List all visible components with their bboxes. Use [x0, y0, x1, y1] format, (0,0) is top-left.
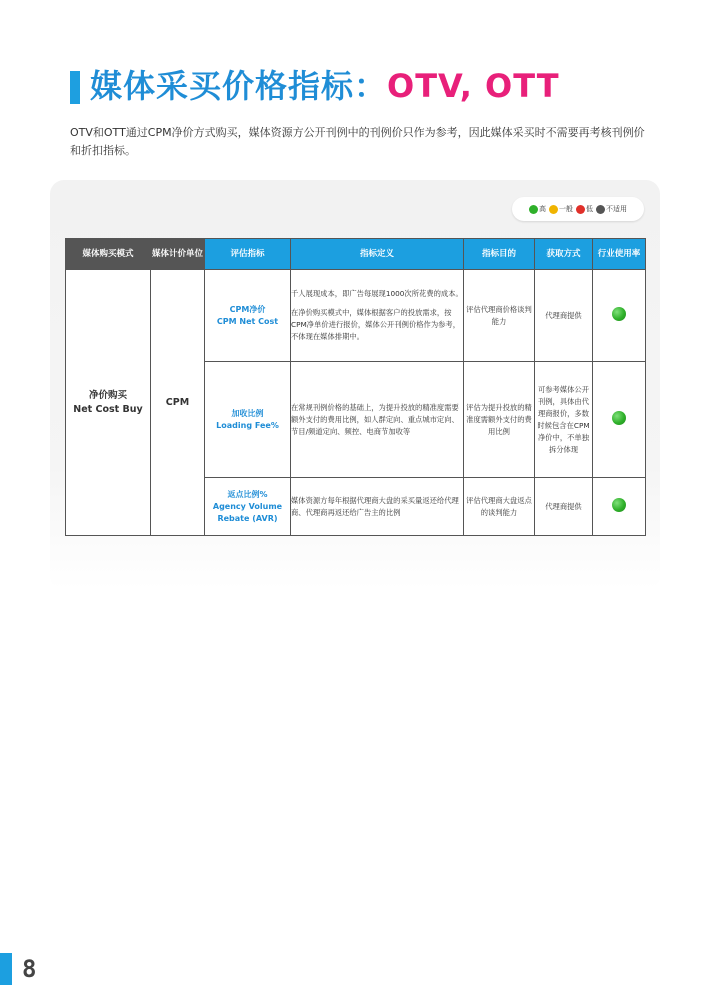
mode-en: Net Cost Buy [73, 403, 143, 415]
metric-en: Agency Volume Rebate (AVR) [212, 501, 283, 523]
usage-cell [593, 478, 646, 536]
definition-cell [291, 362, 464, 478]
green-dot-icon [529, 205, 538, 214]
definition-text: 媒体资源方每年根据代理商大盘的采买量返还给代理商、代理商再返还给广告主的比例 [291, 495, 459, 517]
metric-cell [205, 478, 291, 536]
legend-item-low [576, 204, 593, 214]
definition-text: 千人展现成本，即广告每展现1000次所花费的成本。 [291, 289, 463, 298]
table-header-row [66, 239, 646, 270]
usage-high-dot-icon [612, 307, 626, 321]
source-cell: 可参考媒体公开刊例，具体由代理商报价，多数时候包含在CPM净价中，不单独拆分体现 [535, 362, 593, 478]
metric-cell [205, 270, 291, 362]
metric-cell [205, 362, 291, 478]
title-accent-bar [70, 71, 80, 104]
legend-label: 高 [539, 205, 546, 213]
page-title-cn: 媒体采买价格指标： [90, 67, 388, 105]
legend-item-high [529, 204, 546, 214]
legend-item-medium [549, 204, 573, 214]
intro-paragraph: OTV和OTT通过CPM净价方式购买，媒体资源方公开刊例中的刊例价只作为参考，因此媒体采买时不需要再考核刊例价和折扣指标。 [70, 126, 645, 157]
unit-cell: CPM [151, 270, 205, 536]
definition-cell [291, 478, 464, 536]
definition-text: 在净价购买模式中，媒体根据客户的投放需求，按CPM净单价进行报价，媒体公开刊例价格作为参考，不体现在媒体排期中。 [291, 308, 461, 341]
legend-label: 一般 [559, 205, 573, 213]
mode-cell [66, 270, 151, 536]
definition-text: 在常规刊例价格的基础上，为提升投放的精准度需要额外支付的费用比例，如人群定向、重点城市定向、节目/频道定向、频控、电商节加收等 [291, 402, 459, 436]
metric-cn: CPM净价 [229, 304, 266, 314]
header-mode: 媒体购买模式 [66, 239, 151, 270]
goal-cell: 评估代理商价格谈判能力 [464, 270, 535, 362]
header-source: 获取方式 [535, 239, 593, 270]
header-metric: 评估指标 [205, 239, 291, 270]
metric-cn: 返点比例% [227, 489, 268, 499]
source-cell: 代理商提供 [535, 478, 593, 536]
page-title-en: OTV, OTT [387, 67, 560, 105]
header-goal: 指标目的 [464, 239, 535, 270]
metric-en: Loading Fee% [216, 420, 279, 430]
page-number-accent [0, 953, 12, 985]
table-row [66, 270, 646, 362]
metric-en: CPM Net Cost [216, 316, 279, 326]
metrics-table [65, 238, 646, 536]
yellow-dot-icon [549, 205, 558, 214]
usage-high-dot-icon [612, 411, 626, 425]
source-cell: 代理商提供 [535, 270, 593, 362]
legend-label: 不适用 [606, 205, 627, 213]
header-unit: 媒体计价单位 [151, 239, 205, 270]
usage-legend [512, 197, 644, 221]
usage-cell [593, 362, 646, 478]
page-number: 8 [22, 955, 37, 983]
mode-cn: 净价购买 [88, 389, 127, 401]
definition-cell [291, 270, 464, 362]
legend-label: 低 [586, 205, 593, 213]
header-definition: 指标定义 [291, 239, 464, 270]
gray-dot-icon [596, 205, 605, 214]
page-title [90, 64, 560, 108]
goal-cell: 评估代理商大盘返点的谈判能力 [464, 478, 535, 536]
legend-item-na [596, 204, 627, 214]
usage-high-dot-icon [612, 498, 626, 512]
usage-cell [593, 270, 646, 362]
goal-cell: 评估为提升投放的精准度需额外支付的费用比例 [464, 362, 535, 478]
metric-cn: 加收比例 [231, 408, 264, 418]
header-usage: 行业使用率 [593, 239, 646, 270]
red-dot-icon [576, 205, 585, 214]
